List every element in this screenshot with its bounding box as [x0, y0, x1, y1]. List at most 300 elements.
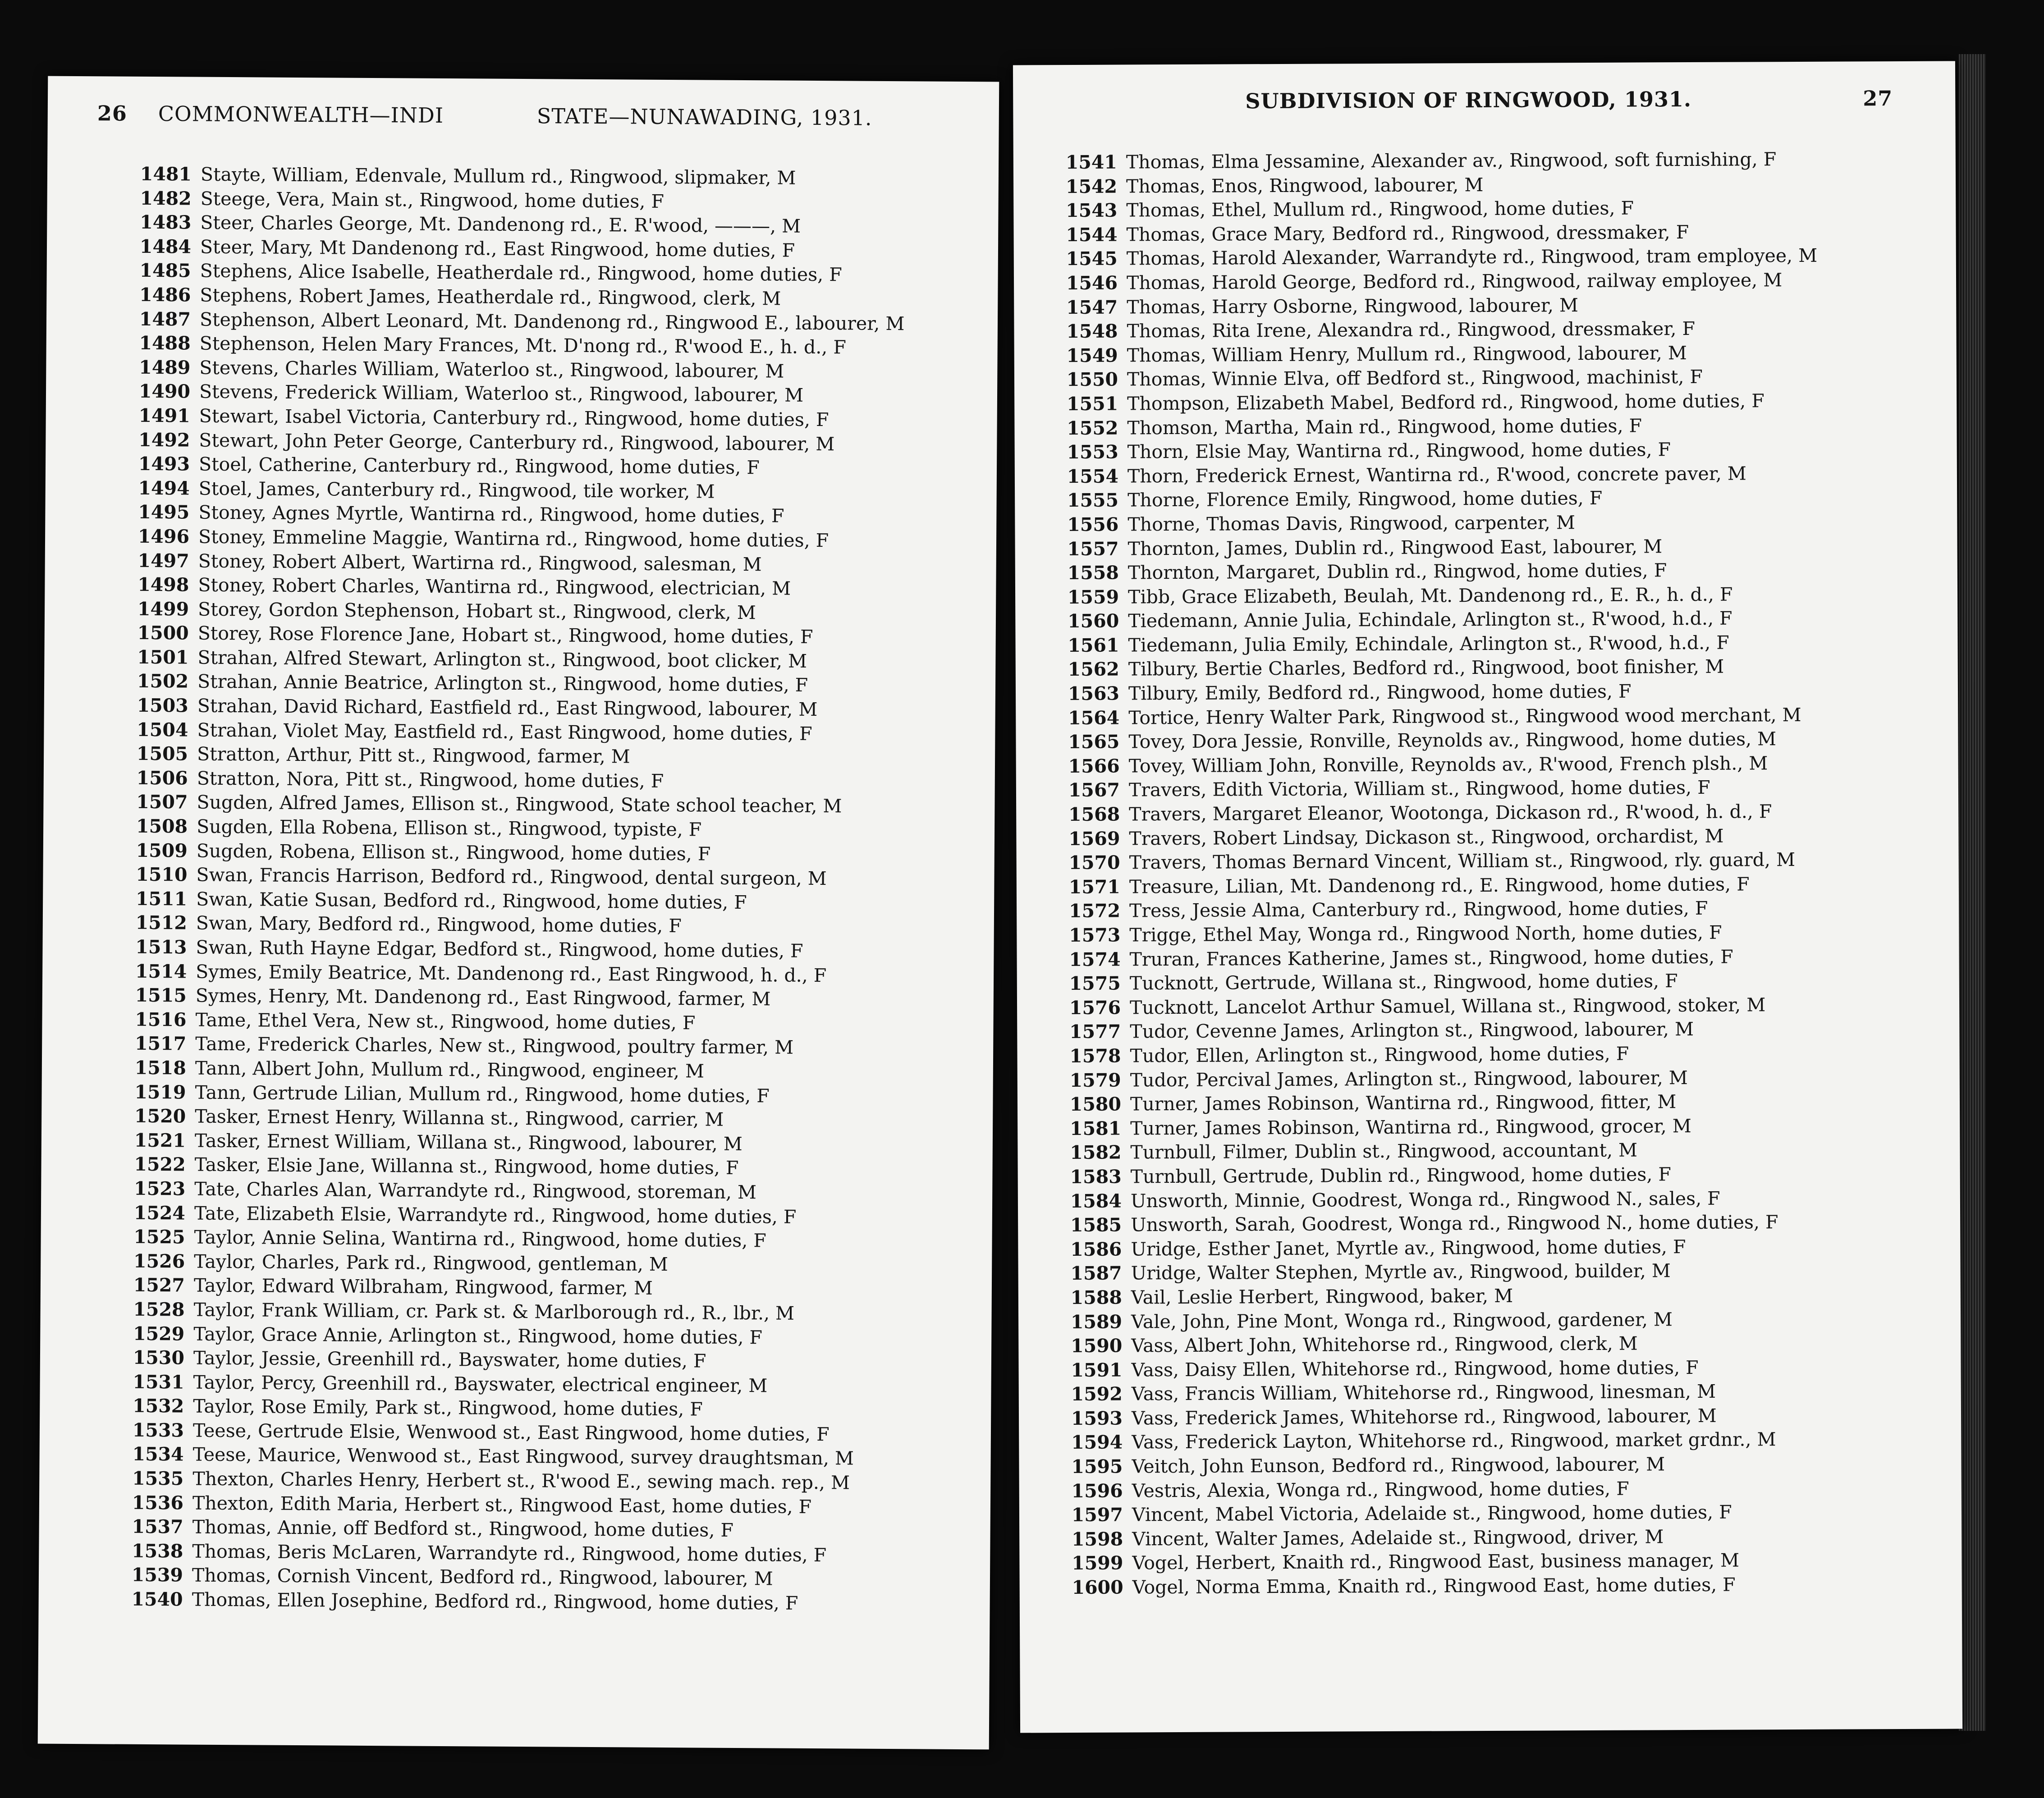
entry-number: 1494 — [138, 477, 190, 499]
entry-text: Turnbull, Filmer, Dublin st., Ringwood, accountant, M — [1130, 1139, 1638, 1163]
roll-entry — [1016, 678, 1958, 707]
entry-text: Strahan, Violet May, Eastfield rd., East Ringwood, home duties, F — [197, 719, 812, 745]
entry-number: 1574 — [1069, 948, 1121, 970]
entry-text: Stoney, Emmeline Maggie, Wantirna rd., Ringwood, home duties, F — [198, 526, 829, 552]
entry-text: Travers, Margaret Eleanor, Wootonga, Dickason rd., R'wood, h. d., F — [1129, 801, 1772, 825]
entry-text: Thomas, Ethel, Mullum rd., Ringwood, home duties, F — [1126, 197, 1634, 221]
entry-number: 1503 — [137, 694, 188, 717]
entry-number: 1501 — [137, 646, 189, 668]
entry-text: Vale, John, Pine Mont, Wonga rd., Ringwood, gardener, M — [1131, 1308, 1673, 1332]
entry-number: 1499 — [137, 598, 189, 620]
roll-entry — [1017, 1016, 1959, 1045]
roll-entry — [1017, 871, 1959, 900]
roll-entry — [1017, 1065, 1960, 1093]
entry-text: Taylor, Frank William, cr. Park st. & Marlborough rd., R., lbr., M — [193, 1299, 795, 1324]
entry-number: 1599 — [1072, 1552, 1123, 1574]
entry-text: Taylor, Percy, Greenhill rd., Bayswater, electrical engineer, M — [193, 1371, 768, 1397]
entry-text: Tudor, Ellen, Arlington st., Ringwood, home duties, F — [1130, 1043, 1629, 1067]
roll-entry — [1015, 581, 1957, 610]
entry-text: Taylor, Charles, Park rd., Ringwood, gentleman, M — [194, 1250, 668, 1275]
roll-entry — [1019, 1379, 1961, 1407]
right-page — [1013, 61, 1962, 1733]
entry-text: Symes, Henry, Mt. Dandenong rd., East Ringwood, farmer, M — [195, 984, 771, 1010]
entry-text: Thomas, Grace Mary, Bedford rd., Ringwood, dressmaker, F — [1126, 221, 1689, 246]
entry-text: Tibb, Grace Elizabeth, Beulah, Mt. Dandenong rd., E. R., h. d., F — [1127, 583, 1733, 608]
entry-text: Tasker, Ernest William, Willana st., Ringwood, labourer, M — [194, 1130, 742, 1155]
roll-entry — [1017, 920, 1959, 948]
entry-text: Stevens, Charles William, Waterloo st., Ringwood, labourer, M — [199, 357, 784, 382]
entry-text: Stoney, Agnes Myrtle, Wantirna rd., Ringwood, home duties, F — [198, 501, 784, 527]
entry-text: Turnbull, Gertrude, Dublin rd., Ringwood, home duties, F — [1130, 1163, 1672, 1188]
entry-text: Tilbury, Bertie Charles, Bedford rd., Ringwood, boot finisher, M — [1128, 656, 1724, 680]
entry-text: Tucknott, Lancelot Arthur Samuel, Willana st., Ringwood, stoker, M — [1129, 994, 1766, 1019]
roll-entry — [1018, 1306, 1961, 1335]
entry-text: Vail, Leslie Herbert, Ringwood, baker, M — [1131, 1285, 1513, 1308]
entry-text: Thomas, Cornish Vincent, Bedford rd., Ringwood, labourer, M — [192, 1565, 773, 1590]
header-center-title: STATE—NUNAWADING, 1931. — [536, 104, 872, 130]
entry-number: 1553 — [1067, 441, 1118, 463]
entry-text: Stoel, James, Canterbury rd., Ringwood, tile worker, M — [198, 477, 715, 503]
entry-text: Tudor, Cevenne James, Arlington st., Ringwood, labourer, M — [1130, 1018, 1694, 1043]
entry-number: 1533 — [132, 1419, 184, 1441]
entry-number: 1532 — [133, 1395, 184, 1417]
entry-number: 1563 — [1068, 682, 1120, 705]
entry-number: 1598 — [1071, 1528, 1123, 1550]
roll-entry — [1017, 1040, 1959, 1069]
entry-text: Vass, Frederick Layton, Whitehorse rd., Ringwood, market grdnr., M — [1132, 1428, 1776, 1453]
roll-entry — [1018, 1258, 1961, 1286]
entry-text: Swan, Katie Susan, Bedford rd., Ringwood, home duties, F — [196, 888, 747, 913]
roll-entry — [1014, 364, 1957, 393]
entry-text: Vincent, Mabel Victoria, Adelaide st., Ringwood, home duties, F — [1132, 1501, 1732, 1526]
entry-number: 1536 — [132, 1491, 184, 1514]
entry-number: 1558 — [1067, 562, 1119, 584]
entry-text: Travers, Thomas Bernard Vincent, William st., Ringwood, rly. guard, M — [1129, 849, 1796, 874]
roll-entry — [1017, 992, 1959, 1020]
roll-entry — [1015, 558, 1957, 586]
entry-number: 1550 — [1066, 368, 1118, 391]
entry-number: 1551 — [1066, 393, 1118, 415]
entry-number: 1589 — [1070, 1311, 1123, 1333]
entry-text: Thomas, William Henry, Mullum rd., Ringwood, labourer, M — [1127, 342, 1687, 366]
left-page-header — [47, 101, 999, 143]
entry-number: 1541 — [1065, 151, 1117, 174]
entry-number: 1535 — [132, 1467, 184, 1490]
roll-entries-list — [1013, 146, 1962, 1600]
entry-number: 1580 — [1069, 1093, 1122, 1116]
entry-text: Taylor, Annie Selina, Wantirna rd., Ringwood, home duties, F — [194, 1226, 766, 1252]
entry-text: Thomas, Enos, Ringwood, labourer, M — [1126, 174, 1484, 197]
entry-number: 1521 — [134, 1129, 186, 1152]
entry-text: Tasker, Ernest Henry, Willanna st., Ringwood, carrier, M — [195, 1105, 724, 1130]
header-left-title: COMMONWEALTH—INDI — [158, 101, 444, 128]
roll-entry — [1018, 1354, 1961, 1383]
roll-entry — [1016, 823, 1958, 851]
entry-number: 1552 — [1067, 417, 1118, 439]
entry-text: Travers, Robert Lindsay, Dickason st., Ringwood, orchardist, M — [1129, 825, 1724, 850]
entry-text: Thomas, Harry Osborne, Ringwood, labourer, M — [1127, 294, 1579, 318]
entry-number: 1572 — [1068, 900, 1121, 922]
entry-text: Strahan, David Richard, Eastfield rd., East Ringwood, labourer, M — [197, 695, 818, 721]
entry-number: 1518 — [134, 1057, 187, 1079]
entry-number: 1525 — [133, 1226, 185, 1248]
entry-number: 1560 — [1068, 610, 1119, 632]
entry-number: 1520 — [134, 1105, 186, 1127]
entry-number: 1588 — [1070, 1286, 1122, 1308]
roll-entry — [1017, 1089, 1960, 1117]
entry-text: Vincent, Walter James, Adelaide st., Ringwood, driver, M — [1132, 1526, 1664, 1550]
entry-text: Stoney, Robert Charles, Wantirna rd., Ringwood, electrician, M — [198, 574, 791, 599]
roll-entry — [1017, 968, 1959, 997]
roll-entry — [1014, 388, 1957, 416]
entry-text: Thomas, Harold Alexander, Warrandyte rd., Ringwood, tram employee, M — [1126, 245, 1818, 270]
roll-entry — [1019, 1451, 1961, 1479]
roll-entry — [1017, 896, 1959, 924]
entry-number: 1485 — [139, 260, 191, 282]
entry-text: Thexton, Edith Maria, Herbert st., Ringwood East, home duties, F — [192, 1492, 812, 1518]
roll-entry — [1015, 485, 1957, 513]
entry-number: 1539 — [131, 1564, 183, 1586]
entry-number: 1498 — [137, 573, 189, 596]
entry-text: Swan, Francis Harrison, Bedford rd., Ringwood, dental surgeon, M — [196, 864, 827, 890]
entry-number: 1586 — [1070, 1238, 1122, 1260]
entry-number: 1512 — [135, 912, 187, 934]
entry-text: Uridge, Esther Janet, Myrtle av., Ringwood, home duties, F — [1131, 1235, 1686, 1260]
entry-text: Tucknott, Gertrude, Willana st., Ringwood, home duties, F — [1129, 970, 1678, 994]
entry-text: Steer, Mary, Mt Dandenong rd., East Ringwood, home duties, F — [200, 236, 795, 261]
entry-text: Stevens, Frederick William, Waterloo st., Ringwood, labourer, M — [199, 380, 804, 407]
entry-text: Stoel, Catherine, Canterbury rd., Ringwood, home duties, F — [198, 453, 760, 479]
roll-entry — [1017, 847, 1959, 876]
entry-number: 1508 — [136, 815, 188, 837]
entry-text: Thomas, Annie, off Bedford st., Ringwood, home duties, F — [192, 1516, 734, 1542]
entry-number: 1544 — [1066, 224, 1118, 246]
entry-number: 1507 — [136, 791, 188, 813]
roll-entry — [1016, 654, 1958, 682]
entry-number: 1597 — [1071, 1504, 1123, 1526]
entry-number: 1509 — [136, 839, 188, 862]
roll-entry — [1018, 1161, 1960, 1190]
entry-text: Teese, Maurice, Wenwood st., East Ringwood, survey draughtsman, M — [192, 1444, 854, 1470]
entry-text: Tilbury, Emily, Bedford rd., Ringwood, home duties, F — [1128, 680, 1632, 705]
roll-entry — [1018, 1185, 1960, 1214]
entry-number: 1555 — [1067, 489, 1119, 512]
entry-number: 1537 — [132, 1516, 183, 1538]
entry-number: 1519 — [134, 1081, 186, 1103]
entry-text: Steer, Charles George, Mt. Dandenong rd., E. R'wood, ———, M — [200, 211, 801, 237]
entry-text: Truran, Frances Katherine, James st., Ringwood, home duties, F — [1129, 946, 1733, 970]
roll-entry — [1013, 146, 1956, 175]
roll-entry — [1015, 533, 1957, 562]
roll-entry — [1015, 606, 1957, 634]
entry-number: 1510 — [136, 864, 188, 886]
entry-number: 1582 — [1070, 1141, 1122, 1164]
entry-text: Taylor, Edward Wilbraham, Ringwood, farmer, M — [193, 1274, 653, 1299]
entry-text: Sugden, Alfred James, Ellison st., Ringwood, State school teacher, M — [197, 791, 842, 817]
entry-number: 1540 — [131, 1588, 183, 1610]
entry-text: Thornton, Margaret, Dublin rd., Ringwod, home duties, F — [1127, 559, 1667, 584]
entry-number: 1482 — [140, 187, 192, 210]
entry-text: Thornton, James, Dublin rd., Ringwood East, labourer, M — [1127, 535, 1663, 559]
entry-text: Stewart, John Peter George, Canterbury rd., Ringwood, labourer, M — [199, 429, 835, 455]
entry-number: 1595 — [1071, 1455, 1123, 1478]
entry-text: Stephens, Alice Isabelle, Heatherdale rd., Ringwood, home duties, F — [200, 260, 842, 286]
roll-entry — [1017, 1113, 1960, 1141]
entry-text: Tudor, Percival James, Arlington st., Ringwood, labourer, M — [1130, 1066, 1688, 1091]
entry-number: 1565 — [1068, 731, 1120, 753]
entry-text: Stratton, Arthur, Pitt st., Ringwood, farmer, M — [197, 743, 630, 768]
entry-number: 1517 — [134, 1033, 187, 1055]
entry-number: 1534 — [132, 1443, 184, 1465]
roll-entry — [1015, 437, 1957, 465]
entry-number: 1569 — [1068, 828, 1120, 850]
entry-text: Strahan, Annie Beatrice, Arlington st., Ringwood, home duties, F — [197, 671, 808, 696]
entry-number: 1516 — [135, 1008, 187, 1031]
roll-entry — [1019, 1427, 1961, 1455]
entry-text: Thexton, Charles Henry, Herbert st., R'wood E., sewing mach. rep., M — [192, 1468, 850, 1494]
roll-entry — [1017, 1137, 1960, 1166]
entry-number: 1500 — [137, 622, 189, 644]
roll-entry — [1014, 340, 1957, 368]
entry-text: Tann, Albert John, Mullum rd., Ringwood, engineer, M — [195, 1057, 705, 1082]
entry-number: 1483 — [140, 211, 192, 233]
entry-text: Tovey, Dora Jessie, Ronville, Reynolds av., Ringwood, home duties, M — [1128, 728, 1777, 753]
roll-entry — [1019, 1548, 1962, 1576]
entry-text: Vogel, Herbert, Knaith rd., Ringwood East, business manager, M — [1132, 1550, 1740, 1574]
entry-number: 1538 — [132, 1540, 183, 1562]
entry-text: Taylor, Jessie, Greenhill rd., Bayswater, home duties, F — [193, 1347, 706, 1372]
entry-text: Thomas, Elma Jessamine, Alexander av., Ringwood, soft furnishing, F — [1126, 148, 1777, 173]
entry-number: 1504 — [137, 718, 188, 741]
entry-number: 1549 — [1066, 344, 1118, 366]
entry-number: 1487 — [139, 308, 191, 330]
entry-number: 1591 — [1071, 1359, 1123, 1381]
entry-number: 1559 — [1067, 586, 1119, 608]
entry-number: 1543 — [1066, 199, 1118, 222]
entry-text: Tame, Frederick Charles, New st., Ringwood, poultry farmer, M — [195, 1033, 794, 1059]
entry-number: 1556 — [1067, 513, 1119, 535]
entry-number: 1506 — [136, 767, 188, 789]
entry-text: Thorn, Elsie May, Wantirna rd., Ringwood, home duties, F — [1127, 439, 1671, 463]
entry-number: 1495 — [138, 501, 190, 523]
entry-text: Vass, Francis William, Whitehorse rd., Ringwood, linesman, M — [1131, 1381, 1716, 1405]
entry-text: Tovey, William John, Ronville, Reynolds av., R'wood, French plsh., M — [1128, 752, 1768, 777]
entry-number: 1511 — [135, 888, 188, 910]
entry-text: Swan, Ruth Hayne Edgar, Bedford st., Ringwood, home duties, F — [196, 936, 803, 962]
entry-number: 1577 — [1069, 1020, 1121, 1043]
entry-number: 1566 — [1068, 755, 1120, 777]
entry-number: 1592 — [1071, 1383, 1123, 1405]
roll-entry — [1018, 1210, 1960, 1238]
entry-text: Stewart, Isabel Victoria, Canterbury rd., Ringwood, home duties, F — [199, 405, 829, 431]
entry-number: 1557 — [1067, 538, 1119, 560]
entry-number: 1481 — [140, 163, 192, 185]
entry-text: Vass, Albert John, Whitehorse rd., Ringwood, clerk, M — [1131, 1332, 1638, 1357]
roll-entry — [1019, 1475, 1962, 1504]
entry-text: Trigge, Ethel May, Wonga rd., Ringwood North, home duties, F — [1129, 921, 1722, 946]
entry-number: 1576 — [1069, 997, 1121, 1019]
entry-text: Tiedemann, Annie Julia, Echindale, Arlington st., R'wood, h.d., F — [1128, 607, 1732, 632]
entry-number: 1505 — [136, 743, 188, 765]
right-page-header — [1013, 86, 1955, 126]
entry-text: Thomas, Beris McLaren, Warrandyte rd., Ringwood, home duties, F — [192, 1540, 827, 1566]
entry-text: Stayte, William, Edenvale, Mullum rd., Ringwood, slipmaker, M — [200, 163, 796, 189]
entry-number: 1545 — [1066, 247, 1118, 270]
roll-entry — [1015, 509, 1957, 537]
entry-text: Tate, Elizabeth Elsie, Warrandyte rd., Ringwood, home duties, F — [194, 1202, 797, 1228]
entry-number: 1526 — [133, 1250, 185, 1272]
entry-number: 1491 — [138, 404, 190, 427]
left-page — [38, 76, 999, 1750]
entry-number: 1587 — [1070, 1262, 1122, 1285]
entry-text: Tann, Gertrude Lilian, Mullum rd., Ringwood, home duties, F — [195, 1081, 770, 1107]
entry-text: Storey, Rose Florence Jane, Hobart st., Ringwood, home duties, F — [197, 622, 813, 648]
roll-entry — [1016, 775, 1958, 803]
roll-entry — [1019, 1403, 1961, 1431]
roll-entry — [1020, 1572, 1962, 1600]
roll-entry — [1014, 316, 1956, 344]
entry-text: Tress, Jessie Alma, Canterbury rd., Ringwood, home duties, F — [1129, 897, 1708, 922]
entry-text: Taylor, Rose Emily, Park st., Ringwood, home duties, F — [193, 1395, 703, 1420]
entry-text: Thomson, Martha, Main rd., Ringwood, home duties, F — [1127, 415, 1642, 439]
entry-number: 1492 — [138, 429, 190, 451]
entry-number: 1568 — [1068, 803, 1120, 826]
entry-number: 1528 — [133, 1298, 185, 1321]
roll-entry — [1015, 630, 1957, 658]
entry-number: 1486 — [139, 284, 191, 306]
entry-text: Teese, Gertrude Elsie, Wenwood st., East Ringwood, home duties, F — [192, 1419, 830, 1446]
entry-number: 1583 — [1070, 1166, 1122, 1188]
entry-number: 1581 — [1070, 1117, 1122, 1139]
entry-text: Vass, Frederick James, Whitehorse rd., Ringwood, labourer, M — [1131, 1405, 1717, 1429]
entry-text: Stephens, Robert James, Heatherdale rd., Ringwood, clerk, M — [200, 284, 781, 310]
entry-number: 1578 — [1069, 1045, 1121, 1067]
roll-entry — [1014, 243, 1956, 272]
roll-entry — [1014, 292, 1956, 320]
entry-text: Thomas, Ellen Josephine, Bedford rd., Ringwood, home duties, F — [192, 1588, 798, 1614]
entry-number: 1585 — [1070, 1214, 1122, 1236]
entry-number: 1570 — [1068, 851, 1120, 874]
entry-text: Unsworth, Sarah, Goodrest, Wonga rd., Ringwood N., home duties, F — [1131, 1211, 1778, 1236]
roll-entry — [1014, 412, 1957, 441]
roll-entry — [1013, 195, 1956, 224]
roll-entry — [1016, 702, 1958, 731]
entry-text: Unsworth, Minnie, Goodrest, Wonga rd., Ringwood N., sales, F — [1130, 1187, 1720, 1212]
roll-entry — [1015, 461, 1957, 489]
entry-number: 1523 — [133, 1177, 186, 1200]
entry-text: Storey, Gordon Stephenson, Hobart st., Ringwood, clerk, M — [197, 598, 756, 623]
entry-text: Thorne, Florence Emily, Ringwood, home duties, F — [1127, 487, 1603, 511]
entry-number: 1527 — [133, 1274, 185, 1296]
entry-text: Tiedemann, Julia Emily, Echindale, Arlington st., R'wood, h.d., F — [1128, 631, 1729, 656]
entry-number: 1493 — [138, 453, 190, 475]
entry-text: Thomas, Rita Irene, Alexandra rd., Ringwood, dressmaker, F — [1127, 318, 1696, 342]
roll-entry — [1018, 1234, 1960, 1262]
entry-number: 1497 — [137, 549, 189, 572]
entry-number: 1529 — [133, 1322, 185, 1345]
entry-number: 1561 — [1068, 634, 1119, 656]
entry-number: 1562 — [1068, 659, 1119, 681]
entry-text: Travers, Edith Victoria, William st., Ringwood, home duties, F — [1128, 777, 1710, 801]
entry-number: 1489 — [139, 356, 191, 379]
entry-number: 1546 — [1066, 272, 1118, 294]
entry-number: 1542 — [1065, 175, 1118, 197]
entry-number: 1530 — [133, 1346, 185, 1369]
entry-number: 1490 — [138, 380, 191, 403]
entry-number: 1524 — [133, 1202, 186, 1224]
entry-text: Thorn, Frederick Ernest, Wantirna rd., R'wood, concrete paver, M — [1127, 462, 1746, 487]
entry-text: Thomas, Harold George, Bedford rd., Ringwood, railway employee, M — [1126, 269, 1783, 294]
roll-entry — [1018, 1331, 1961, 1359]
entry-text: Vass, Daisy Ellen, Whitehorse rd., Ringwood, home duties, F — [1131, 1356, 1699, 1381]
page-number: 26 — [97, 101, 127, 126]
book-page-edges — [1959, 54, 1986, 1731]
entry-number: 1515 — [135, 984, 187, 1007]
entry-number: 1488 — [139, 332, 191, 354]
entry-text: Veitch, John Eunson, Bedford rd., Ringwood, labourer, M — [1132, 1453, 1665, 1478]
entry-text: Turner, James Robinson, Wantirna rd., Ringwood, fitter, M — [1130, 1091, 1677, 1115]
entry-number: 1502 — [137, 670, 189, 692]
entry-text: Vogel, Norma Emma, Knaith rd., Ringwood East, home duties, F — [1132, 1574, 1736, 1598]
entry-text: Thompson, Elizabeth Mabel, Bedford rd., Ringwood, home duties, F — [1127, 390, 1764, 415]
entry-number: 1531 — [133, 1371, 184, 1393]
roll-entry — [1016, 799, 1958, 827]
entry-text: Taylor, Grace Annie, Arlington st., Ringwood, home duties, F — [193, 1323, 763, 1348]
entry-text: Turner, James Robinson, Wantirna rd., Ringwood, grocer, M — [1130, 1115, 1691, 1139]
entry-text: Swan, Mary, Bedford rd., Ringwood, home duties, F — [196, 912, 682, 937]
entry-text: Tate, Charles Alan, Warrandyte rd., Ringwood, storeman, M — [194, 1178, 757, 1203]
entry-text: Strahan, Alfred Stewart, Arlington st., Ringwood, boot clicker, M — [197, 646, 807, 672]
entry-number: 1548 — [1066, 320, 1118, 343]
roll-entry — [1013, 171, 1956, 199]
entry-text: Thomas, Winnie Elva, off Bedford st., Ringwood, machinist, F — [1127, 366, 1703, 390]
entry-text: Sugden, Robena, Ellison st., Ringwood, home duties, F — [196, 840, 711, 865]
entry-text: Uridge, Walter Stephen, Myrtle av., Ringwood, builder, M — [1131, 1260, 1671, 1284]
entry-text: Steege, Vera, Main st., Ringwood, home duties, F — [200, 188, 664, 212]
roll-entry — [39, 1587, 990, 1617]
entry-number: 1496 — [137, 525, 190, 548]
entry-number: 1593 — [1071, 1407, 1123, 1429]
entry-number: 1579 — [1069, 1069, 1121, 1091]
entry-text: Tasker, Elsie Jane, Willanna st., Ringwood, home duties, F — [194, 1153, 739, 1179]
roll-entry — [1019, 1523, 1962, 1552]
entry-text: Stratton, Nora, Pitt st., Ringwood, home duties, F — [197, 767, 664, 792]
entry-number: 1547 — [1066, 296, 1118, 318]
entry-text: Treasure, Lilian, Mt. Dandenong rd., E. Ringwood, home duties, F — [1129, 873, 1750, 898]
entry-number: 1573 — [1069, 924, 1121, 947]
entry-number: 1564 — [1068, 707, 1120, 729]
entry-number: 1590 — [1071, 1335, 1123, 1357]
entry-number: 1484 — [139, 235, 192, 258]
entry-number: 1584 — [1070, 1190, 1122, 1212]
entry-text: Tortice, Henry Walter Park, Ringwood st., Ringwood wood merchant, M — [1128, 704, 1801, 729]
entry-number: 1513 — [135, 936, 187, 958]
entry-number: 1596 — [1071, 1480, 1123, 1502]
entry-number: 1600 — [1072, 1576, 1123, 1599]
roll-entries-list — [39, 162, 999, 1617]
entry-text: Stephenson, Albert Leonard, Mt. Dandenong rd., Ringwood E., labourer, M — [199, 308, 905, 334]
entry-text: Thorne, Thomas Davis, Ringwood, carpenter, M — [1127, 512, 1575, 535]
entry-text: Symes, Emily Beatrice, Mt. Dandenong rd., East Ringwood, h. d., F — [196, 961, 827, 986]
entry-text: Stoney, Robert Albert, Wartirna rd., Ringwood, salesman, M — [198, 550, 762, 575]
header-center-title: SUBDIVISION OF RINGWOOD, 1931. — [1245, 87, 1692, 114]
roll-entry — [1016, 750, 1958, 779]
entry-text: Vestris, Alexia, Wonga rd., Ringwood, home duties, F — [1132, 1478, 1629, 1502]
roll-entry — [1019, 1500, 1962, 1528]
entry-number: 1567 — [1068, 779, 1120, 801]
entry-number: 1514 — [135, 960, 187, 983]
entry-number: 1575 — [1069, 972, 1121, 995]
